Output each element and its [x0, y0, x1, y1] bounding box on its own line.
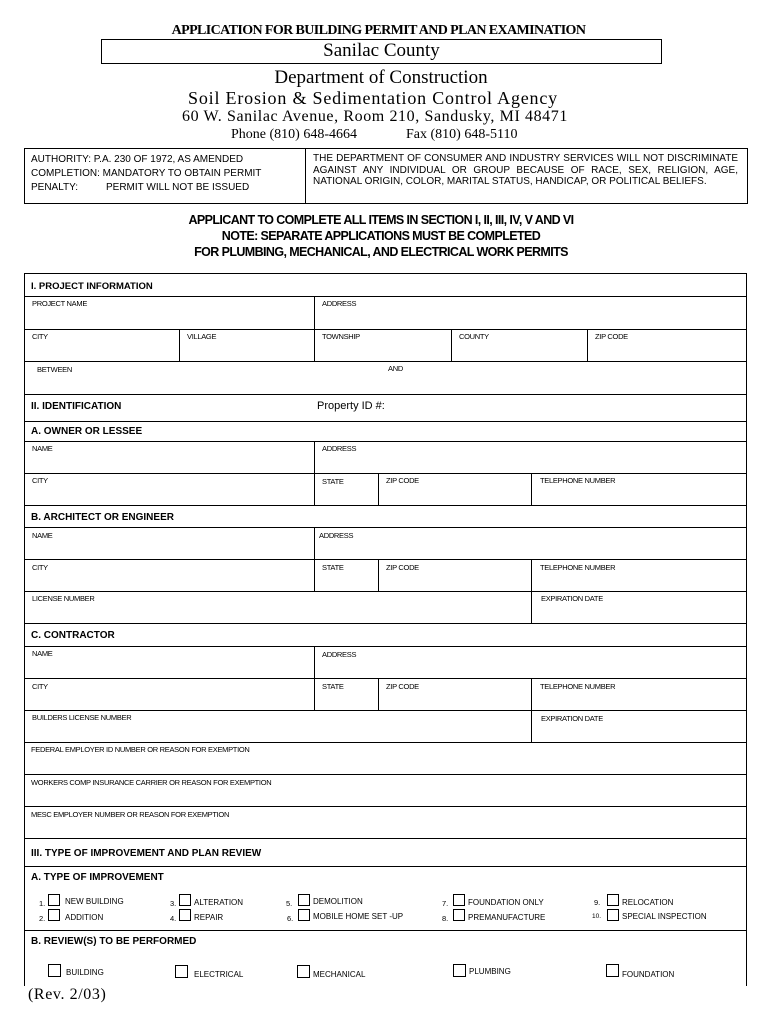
project-address-field[interactable]: ADDRESS: [322, 299, 357, 308]
contractor-address-field[interactable]: ADDRESS: [322, 650, 357, 659]
property-id-field[interactable]: Property ID #:: [317, 400, 385, 412]
option-number: 7.: [442, 899, 449, 908]
form-title: APPLICATION FOR BUILDING PERMIT AND PLAN EXAMINATION: [171, 23, 586, 38]
new-building-label: NEW BUILDING: [65, 897, 124, 906]
project-zip-field[interactable]: ZIP CODE: [595, 332, 628, 341]
foundation-only-checkbox[interactable]: [453, 894, 465, 906]
alteration-label: ALTERATION: [194, 898, 244, 907]
revision-note: (Rev. 2/03): [28, 986, 107, 1003]
demolition-checkbox[interactable]: [298, 894, 310, 906]
plumbing-review-label: PLUMBING: [469, 967, 511, 976]
new-building-checkbox[interactable]: [48, 894, 60, 906]
builders-license-field[interactable]: BUILDERS LICENSE NUMBER: [32, 713, 132, 722]
architect-telephone-field[interactable]: TELEPHONE NUMBER: [540, 563, 616, 572]
project-between-field[interactable]: BETWEEN: [37, 365, 72, 374]
architect-address-field[interactable]: ADDRESS: [319, 531, 354, 540]
contractor-telephone-field[interactable]: TELEPHONE NUMBER: [540, 682, 616, 691]
workers-comp-field[interactable]: WORKERS COMP INSURANCE CARRIER OR REASON FOR EXEMPTION: [31, 778, 272, 787]
relocation-checkbox[interactable]: [607, 894, 619, 906]
option-number: 1.: [39, 899, 46, 908]
demolition-label: DEMOLITION: [313, 897, 363, 906]
premanufacture-label: PREMANUFACTURE: [468, 913, 546, 922]
contractor-city-field[interactable]: CITY: [32, 682, 48, 691]
department-name: Department of Construction: [274, 67, 488, 88]
addition-label: ADDITION: [65, 913, 104, 922]
federal-id-field[interactable]: FEDERAL EMPLOYER ID NUMBER OR REASON FOR EXEMPTION: [31, 745, 250, 754]
project-name-field[interactable]: PROJECT NAME: [32, 299, 88, 308]
office-address: 60 W. Sanilac Avenue, Room 210, Sandusky, MI 48471: [182, 108, 568, 125]
project-section-title: I. PROJECT INFORMATION: [31, 281, 153, 292]
architect-name-field[interactable]: NAME: [32, 531, 53, 540]
architect-license-field[interactable]: LICENSE NUMBER: [32, 594, 95, 603]
premanufacture-checkbox[interactable]: [453, 909, 465, 921]
foundation-review-checkbox[interactable]: [606, 964, 619, 977]
contractor-expiration-field[interactable]: EXPIRATION DATE: [541, 714, 603, 723]
review-section-title: B. REVIEW(S) TO BE PERFORMED: [31, 936, 197, 947]
contractor-name-field[interactable]: NAME: [32, 649, 53, 658]
improvement-section-title: III. TYPE OF IMPROVEMENT AND PLAN REVIEW: [31, 848, 262, 859]
special-inspection-checkbox[interactable]: [607, 909, 619, 921]
owner-zip-field[interactable]: ZIP CODE: [386, 476, 419, 485]
authority-line: AUTHORITY: P.A. 230 OF 1972, AS AMENDED: [31, 154, 244, 165]
option-number: 10.: [592, 913, 602, 920]
penalty-label: PENALTY:: [31, 182, 79, 193]
option-number: 6.: [287, 914, 294, 923]
county-name: Sanilac County: [323, 40, 440, 61]
penalty-text: PERMIT WILL NOT BE ISSUED: [106, 182, 250, 193]
foundation-review-label: FOUNDATION: [622, 970, 675, 979]
relocation-label: RELOCATION: [622, 898, 674, 907]
option-number: 4.: [170, 914, 177, 923]
plumbing-review-checkbox[interactable]: [453, 964, 466, 977]
special-inspection-label: SPECIAL INSPECTION: [622, 912, 707, 921]
addition-checkbox[interactable]: [48, 909, 60, 921]
option-number: 8.: [442, 914, 449, 923]
owner-telephone-field[interactable]: TELEPHONE NUMBER: [540, 476, 616, 485]
office-phone: Phone (810) 648-4664: [231, 127, 357, 142]
architect-state-field[interactable]: STATE: [322, 563, 344, 572]
building-review-checkbox[interactable]: [48, 964, 61, 977]
electrical-review-label: ELECTRICAL: [194, 970, 244, 979]
owner-address-field[interactable]: ADDRESS: [322, 444, 357, 453]
completion-line: COMPLETION: MANDATORY TO OBTAIN PERMIT: [31, 168, 262, 179]
instructions-line2: NOTE: SEPARATE APPLICATIONS MUST BE COMPLETED: [221, 229, 541, 243]
repair-checkbox[interactable]: [179, 909, 191, 921]
electrical-review-checkbox[interactable]: [175, 965, 188, 978]
architect-zip-field[interactable]: ZIP CODE: [386, 563, 419, 572]
owner-section-title: A. OWNER OR LESSEE: [31, 426, 143, 437]
owner-city-field[interactable]: CITY: [32, 476, 48, 485]
instructions-line3: FOR PLUMBING, MECHANICAL, AND ELECTRICAL WORK PERMITS: [194, 245, 568, 259]
contractor-state-field[interactable]: STATE: [322, 682, 344, 691]
owner-name-field[interactable]: NAME: [32, 444, 53, 453]
contractor-section-title: C. CONTRACTOR: [31, 630, 115, 641]
mechanical-review-label: MECHANICAL: [313, 970, 366, 979]
instructions-line1: APPLICANT TO COMPLETE ALL ITEMS IN SECTION I, II, III, IV, V AND VI: [188, 213, 574, 227]
project-village-field[interactable]: VILLAGE: [187, 332, 217, 341]
discrimination-notice: THE DEPARTMENT OF CONSUMER AND INDUSTRY SERVICES WILL NOT DISCRIMINATE AGAINST ANY INDIVIDUAL OR GROUP BECAUSE OF RACE, SEX, RELIGION, AGE, NATIONAL ORIGIN, COLOR, MARITAL STATUS, HANDICAP, OR POLITICAL BELIEFS.: [313, 153, 738, 188]
repair-label: REPAIR: [194, 913, 224, 922]
project-and-field[interactable]: AND: [388, 364, 403, 373]
architect-city-field[interactable]: CITY: [32, 563, 48, 572]
building-review-label: BUILDING: [66, 968, 104, 977]
option-number: 2.: [39, 914, 46, 923]
project-township-field[interactable]: TOWNSHIP: [322, 332, 360, 341]
option-number: 5.: [286, 899, 293, 908]
architect-section-title: B. ARCHITECT OR ENGINEER: [31, 512, 174, 523]
alteration-checkbox[interactable]: [179, 894, 191, 906]
mesc-field[interactable]: MESC EMPLOYER NUMBER OR REASON FOR EXEMPTION: [31, 810, 230, 819]
mobile-home-checkbox[interactable]: [298, 909, 310, 921]
project-city-field[interactable]: CITY: [32, 332, 48, 341]
mobile-home-label: MOBILE HOME SET -UP: [313, 912, 404, 921]
project-county-field[interactable]: COUNTY: [459, 332, 489, 341]
option-number: 9.: [594, 898, 601, 907]
option-number: 3.: [170, 899, 177, 908]
agency-name: Soil Erosion & Sedimentation Control Agency: [188, 88, 558, 108]
mechanical-review-checkbox[interactable]: [297, 965, 310, 978]
improvement-type-title: A. TYPE OF IMPROVEMENT: [31, 872, 164, 883]
foundation-only-label: FOUNDATION ONLY: [468, 898, 544, 907]
office-fax: Fax (810) 648-5110: [406, 127, 518, 142]
identification-title: II. IDENTIFICATION: [31, 401, 122, 412]
architect-expiration-field[interactable]: EXPIRATION DATE: [541, 594, 603, 603]
contractor-zip-field[interactable]: ZIP CODE: [386, 682, 419, 691]
owner-state-field[interactable]: STATE: [322, 477, 344, 486]
